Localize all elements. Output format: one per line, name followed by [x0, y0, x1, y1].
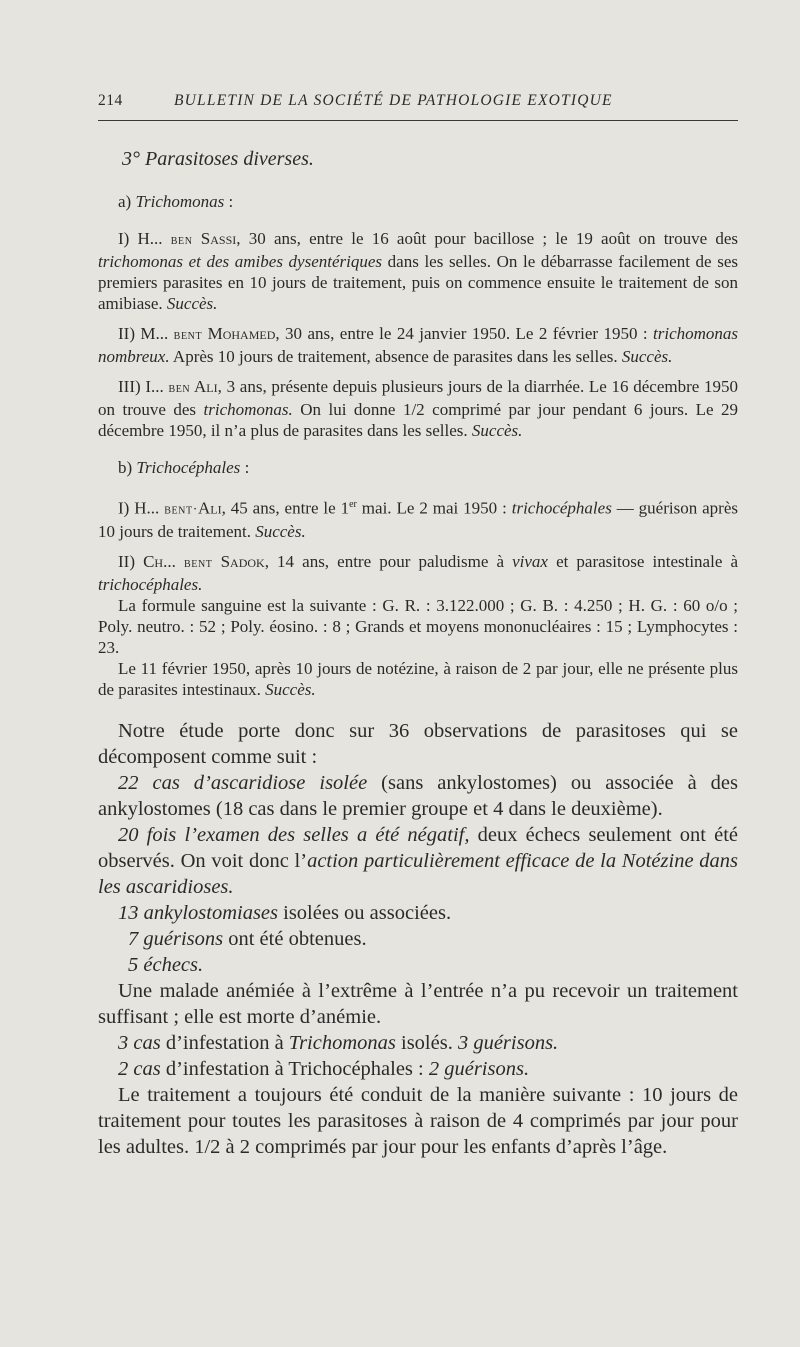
- summary-traitement: Le traitement a toujours été conduit de la manière suivante : 10 jours de traitement pour toutes les parasitoses à raison de 4 comprimés par jour pour les adultes. 1/2 à 2 comprimés par jour pour les enfants d’après l’âge.: [98, 1083, 738, 1158]
- case-b2: II) Ch... bent Sadok, 14 ans, entre pour paludisme à vivax et parasitose intestinale à trichocéphales.: [98, 551, 739, 594]
- summary-ankylostomiases: 13 ankylostomiases isolées ou associées.: [118, 901, 452, 924]
- case-b1: I) H... bent·Ali, 45 ans, entre le 1er mai. Le 2 mai 1950 : trichocéphales — guérison après 10 jours de traitement. Succès.: [98, 498, 739, 541]
- summary-trichocephales: 2 cas d’infestation à Trichocéphales : 2 guérisons.: [118, 1057, 530, 1080]
- summary-negative: 20 fois l’examen des selles a été négatif, deux échecs seulement ont été observés. On voit donc l’action particulièrement efficace de la Notézine dans les ascaridioses.: [98, 823, 739, 898]
- page-body: [98, 148, 738, 1160]
- case-a2: II) M... bent Mohamed, 30 ans, entre le 24 janvier 1950. Le 2 février 1950 : trichomonas nombreux. Après 10 jours de traitement, absence de parasites dans les selles. Succès.: [98, 324, 739, 366]
- summary-trichomonas: 3 cas d’infestation à Trichomonas isolés. 3 guérisons.: [118, 1031, 559, 1054]
- page-number: 214: [98, 92, 123, 109]
- subsection-b-title: b) Trichocéphales :: [118, 458, 250, 477]
- summary-ascaridiose: 22 cas d’ascaridiose isolée (sans ankylostomes) ou associée à des ankylostomes (18 cas dans le premier groupe et 4 dans le deuxième).: [98, 771, 738, 820]
- case-a1: I) H... ben Sassi, 30 ans, entre le 16 août pour bacillose ; le 19 août on trouve des trichomonas et des amibes dysentériques dans les selles. On le débarrasse facilement de ses premiers parasites en 10 jours de traitement, puis on commence ensuite le traitement de son amibiase. Succès.: [98, 229, 739, 313]
- summary-echecs: 5 échecs.: [128, 953, 204, 976]
- summary-guerisons: 7 guérisons ont été obtenues.: [128, 927, 367, 950]
- case-b2-followup: Le 11 février 1950, après 10 jours de notézine, à raison de 2 par jour, elle ne présente plus de parasites intestinaux. Succès.: [98, 658, 738, 699]
- blood-formula: La formule sanguine est la suivante : G. R. : 3.122.000 ; G. B. : 4.250 ; H. G. : 60 o/o ; Poly. neutro. : 52 ; Poly. éosino. : 8 ; Grands et moyens mononucléaires : 15 ; Lymphocytes : 23.: [98, 595, 738, 657]
- case-a3: III) I... ben Ali, 3 ans, présente depuis plusieurs jours de la diarrhée. Le 16 décembre 1950 on trouve des trichomonas. On lui donne 1/2 comprimé par jour pendant 6 jours. Le 29 décembre 1950, il n’a plus de parasites dans les selles. Succès.: [98, 377, 739, 440]
- running-title: BULLETIN DE LA SOCIÉTÉ DE PATHOLOGIE EXOTIQUE: [174, 92, 613, 109]
- summary-anemie: Une malade anémiée à l’extrême à l’entrée n’a pu recevoir un traitement suffisant ; elle est morte d’anémie.: [98, 979, 738, 1028]
- section-title: 3° Parasitoses diverses.: [122, 148, 314, 170]
- summary-intro: Notre étude porte donc sur 36 observations de parasitoses qui se décomposent comme suit :: [98, 719, 738, 768]
- subsection-a-title: a) Trichomonas :: [118, 192, 234, 211]
- header-rule: [98, 120, 738, 121]
